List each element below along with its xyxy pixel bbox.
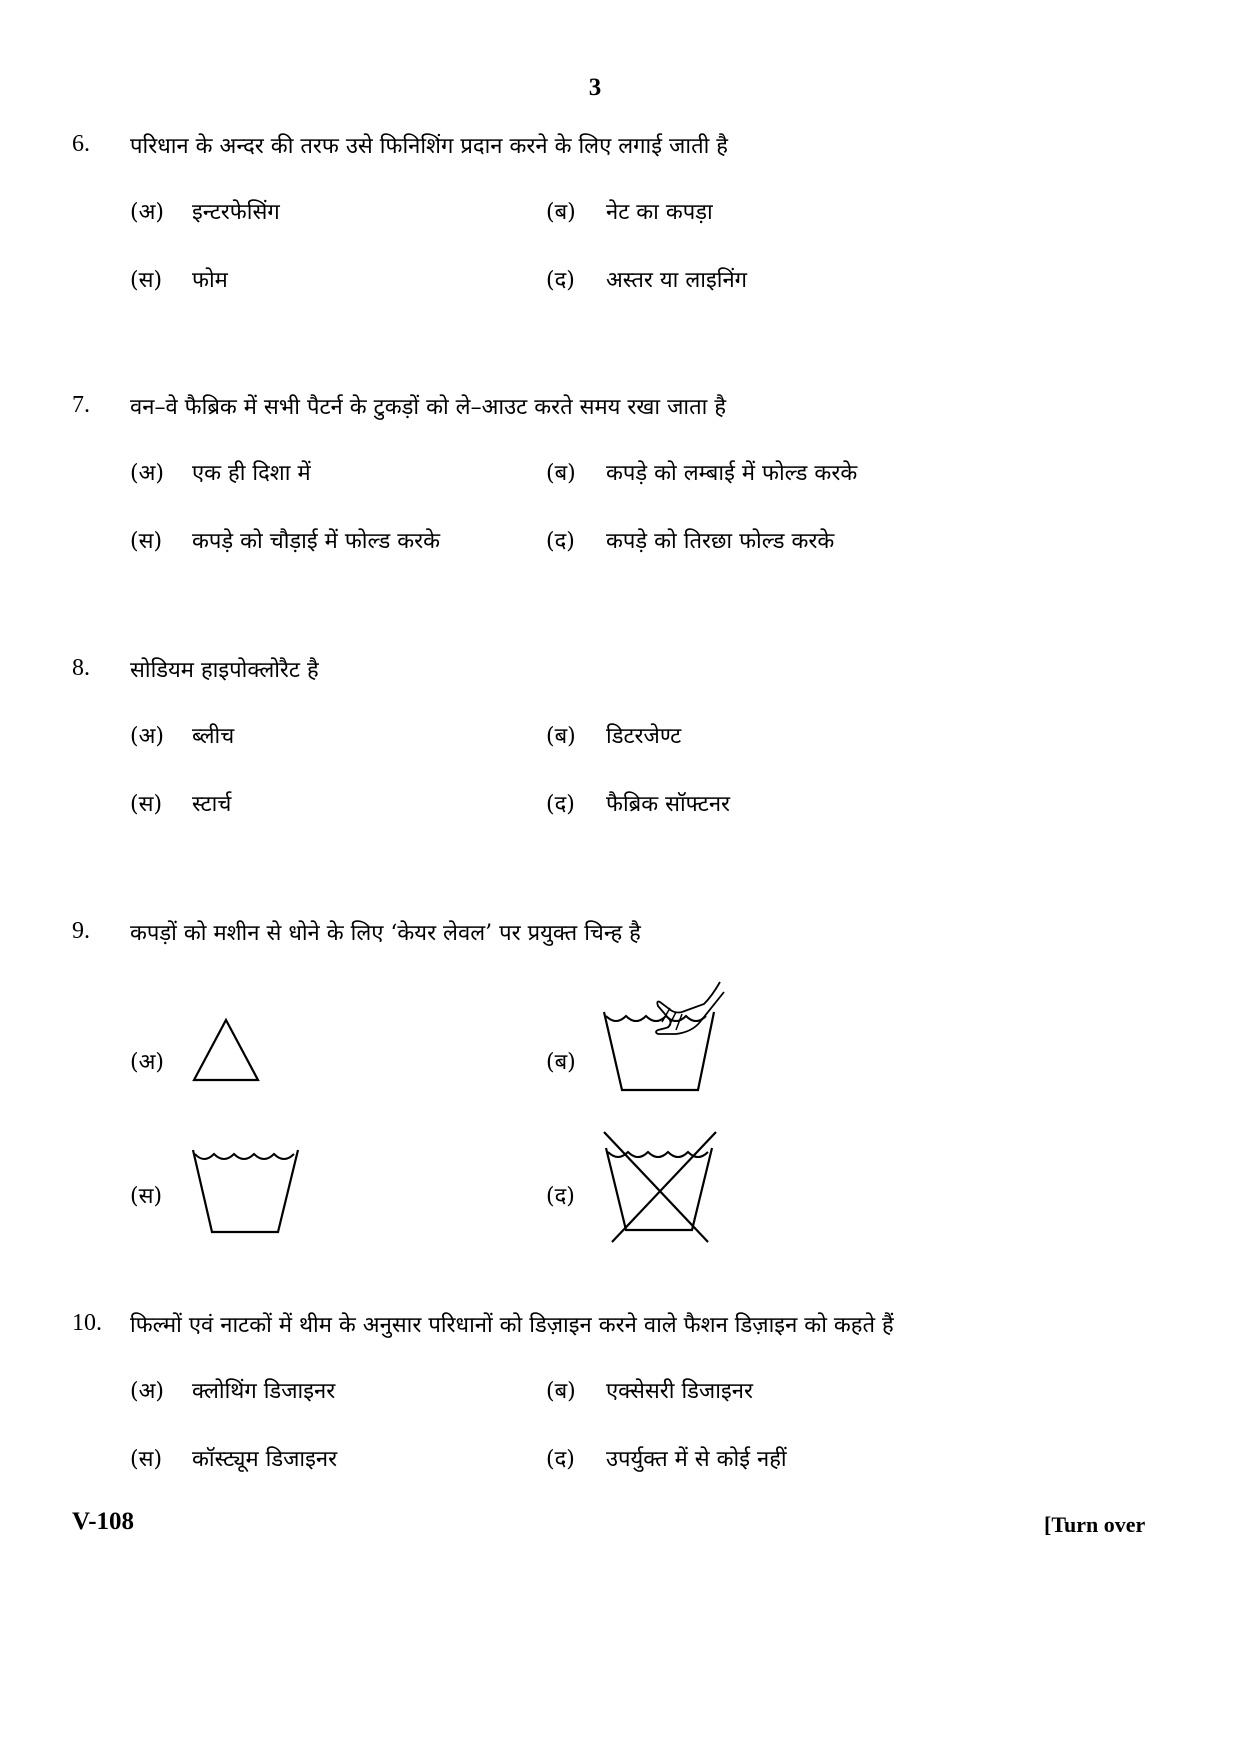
option-d-text: कपड़े को तिरछा फोल्ड करके bbox=[606, 529, 835, 554]
page-number: 3 bbox=[588, 74, 602, 101]
option-b-label: (ब) bbox=[546, 1379, 576, 1404]
question-text: कपड़ों को मशीन से धोने के लिए ‘केयर लेवल’ पर प्रयुक्त चिन्ह है bbox=[130, 921, 641, 946]
wash-tub-icon bbox=[190, 1142, 302, 1236]
option-a-label: (अ) bbox=[130, 724, 164, 749]
option-d-text: फैब्रिक सॉफ्टनर bbox=[606, 792, 731, 817]
option-c-text: स्टार्च bbox=[192, 792, 232, 817]
option-d-label: (द) bbox=[546, 1447, 575, 1472]
option-d-label: (द) bbox=[546, 792, 575, 817]
option-d-label: (द) bbox=[546, 529, 575, 554]
option-b-text: कपड़े को लम्बाई में फोल्ड करके bbox=[606, 461, 858, 486]
option-d-text: अस्तर या लाइनिंग bbox=[606, 268, 748, 293]
option-a-label: (अ) bbox=[130, 461, 164, 486]
option-a-text: एक ही दिशा में bbox=[192, 461, 311, 486]
hand-wash-tub-icon bbox=[600, 978, 730, 1096]
paper-code: V-108 bbox=[72, 1508, 135, 1535]
do-not-wash-tub-icon bbox=[596, 1128, 724, 1246]
option-b-text: एक्सेसरी डिजाइनर bbox=[606, 1379, 753, 1404]
option-d-label: (द) bbox=[546, 268, 575, 293]
option-a-text: ब्लीच bbox=[192, 724, 235, 749]
option-a-label: (अ) bbox=[130, 1379, 164, 1404]
question-number: 9. bbox=[72, 918, 90, 944]
option-b-label: (ब) bbox=[546, 461, 576, 486]
option-c-text: कॉस्ट्यूम डिजाइनर bbox=[192, 1447, 338, 1472]
option-c-text: फोम bbox=[192, 268, 228, 293]
turn-over-note: [Turn over bbox=[1044, 1512, 1146, 1537]
option-c-label: (स) bbox=[130, 529, 163, 554]
option-c-label: (स) bbox=[130, 792, 163, 817]
option-a-text: इन्टरफेसिंग bbox=[192, 200, 280, 225]
question-text: सोडियम हाइपोक्लोरैट है bbox=[130, 658, 319, 683]
option-b-label: (ब) bbox=[546, 724, 576, 749]
question-text: वन–वे फैब्रिक में सभी पैटर्न के टुकड़ों को ले–आउट करते समय रखा जाता है bbox=[130, 395, 727, 420]
question-number: 10. bbox=[72, 1310, 102, 1336]
option-d-label: (द) bbox=[546, 1184, 575, 1209]
option-b-text: डिटरजेण्ट bbox=[606, 724, 682, 749]
question-number: 6. bbox=[72, 131, 90, 157]
question-text: फिल्मों एवं नाटकों में थीम के अनुसार परिधानों को डिज़ाइन करने वाले फैशन डिज़ाइन को कहते हैं bbox=[130, 1313, 894, 1338]
option-c-label: (स) bbox=[130, 1447, 163, 1472]
option-a-label: (अ) bbox=[130, 200, 164, 225]
triangle-bleach-icon bbox=[190, 1016, 262, 1084]
question-text: परिधान के अन्दर की तरफ उसे फिनिशिंग प्रदान करने के लिए लगाई जाती है bbox=[130, 134, 728, 159]
option-c-text: कपड़े को चौड़ाई में फोल्ड करके bbox=[192, 529, 441, 554]
option-c-label: (स) bbox=[130, 1184, 163, 1209]
option-b-label: (ब) bbox=[546, 1050, 576, 1075]
option-b-text: नेट का कपड़ा bbox=[606, 200, 713, 225]
option-b-label: (ब) bbox=[546, 200, 576, 225]
option-d-text: उपर्युक्त में से कोई नहीं bbox=[606, 1447, 787, 1472]
question-number: 7. bbox=[72, 392, 90, 418]
option-a-label: (अ) bbox=[130, 1050, 164, 1075]
option-c-label: (स) bbox=[130, 268, 163, 293]
option-a-text: क्लोथिंग डिजाइनर bbox=[192, 1379, 336, 1404]
question-number: 8. bbox=[72, 655, 90, 681]
